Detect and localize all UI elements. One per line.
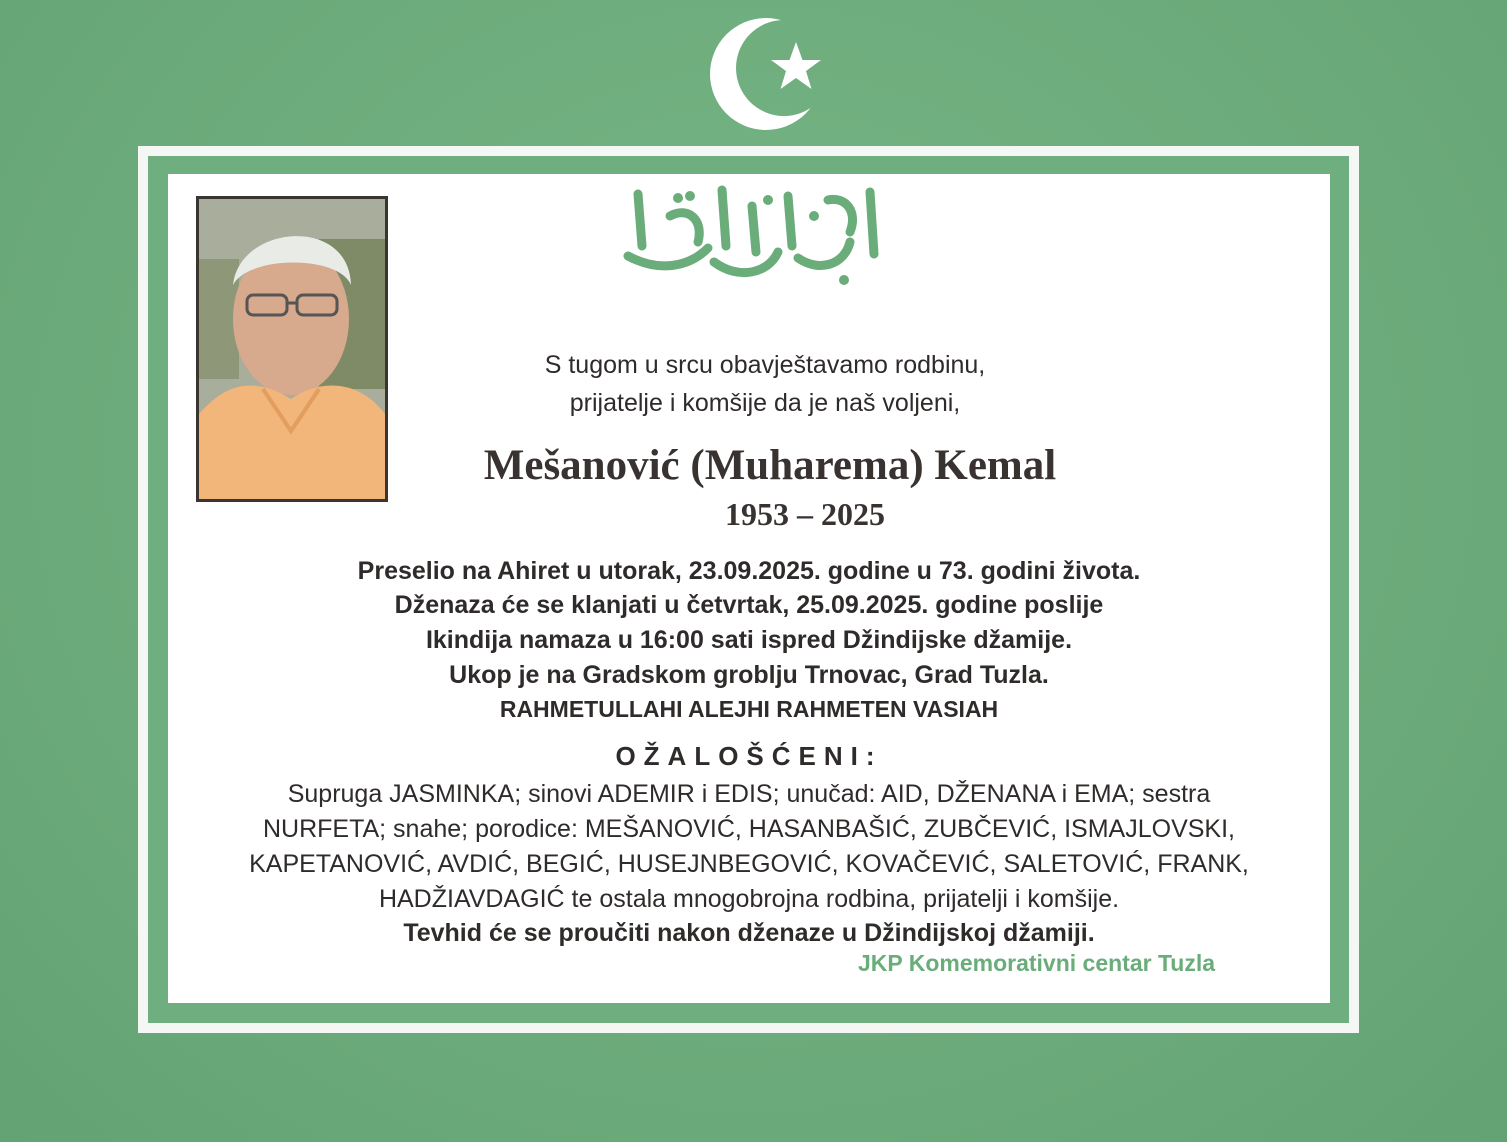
announcement-line-2: Dženaza će se klanjati u četvrtak, 25.09.2025. godine poslije — [394, 591, 1104, 619]
deceased-name: Mešanović (Muharema) Kemal — [483, 442, 1057, 489]
deceased-years: 1953 – 2025 — [725, 496, 885, 532]
intro-line-1: S tugom u srcu obavještavamo rodbinu, — [544, 351, 986, 379]
announcement-line-3: Ikindija namaza u 16:00 sati ispred Džindijske džamije. — [425, 626, 1073, 654]
mourners-line-3: KAPETANOVIĆ, AVDIĆ, BEGIĆ, HUSEJNBEGOVIĆ, KOVAČEVIĆ, SALETOVIĆ, FRANK, — [249, 850, 1249, 878]
mourners-line-1: Supruga JASMINKA; sinovi ADEMIR i EDIS; unučad: AID, DŽENANA i EMA; sestra — [287, 780, 1211, 808]
intro-line-2: prijatelje i komšije da je naš voljeni, — [569, 389, 961, 417]
announcement-line-1: Preselio na Ahiret u utorak, 23.09.2025. godine u 73. godini života. — [357, 557, 1141, 585]
announcement-line-4: Ukop je na Gradskom groblju Trnovac, Grad Tuzla. — [449, 661, 1049, 689]
tevhid-line: Tevhid će se proučiti nakon dženaze u Džindijskoj džamiji. — [403, 919, 1095, 947]
arabic-calligraphy — [618, 176, 900, 288]
mourners-line-4: HADŽIAVDAGIĆ te ostala mnogobrojna rodbina, prijatelji i komšije. — [378, 885, 1120, 913]
crescent-star-icon — [706, 16, 830, 132]
mourners-line-2: NURFETA; snahe; porodice: MEŠANOVIĆ, HASANBAŠIĆ, ZUBČEVIĆ, ISMAJLOVSKI, — [262, 815, 1236, 843]
prayer-line: RAHMETULLAHI ALEJHI RAHMETEN VASIAH — [499, 696, 999, 722]
mourners-title: OŽALOŠĆENI: — [615, 741, 883, 771]
publisher-name: JKP Komemorativni centar Tuzla — [858, 950, 1216, 976]
